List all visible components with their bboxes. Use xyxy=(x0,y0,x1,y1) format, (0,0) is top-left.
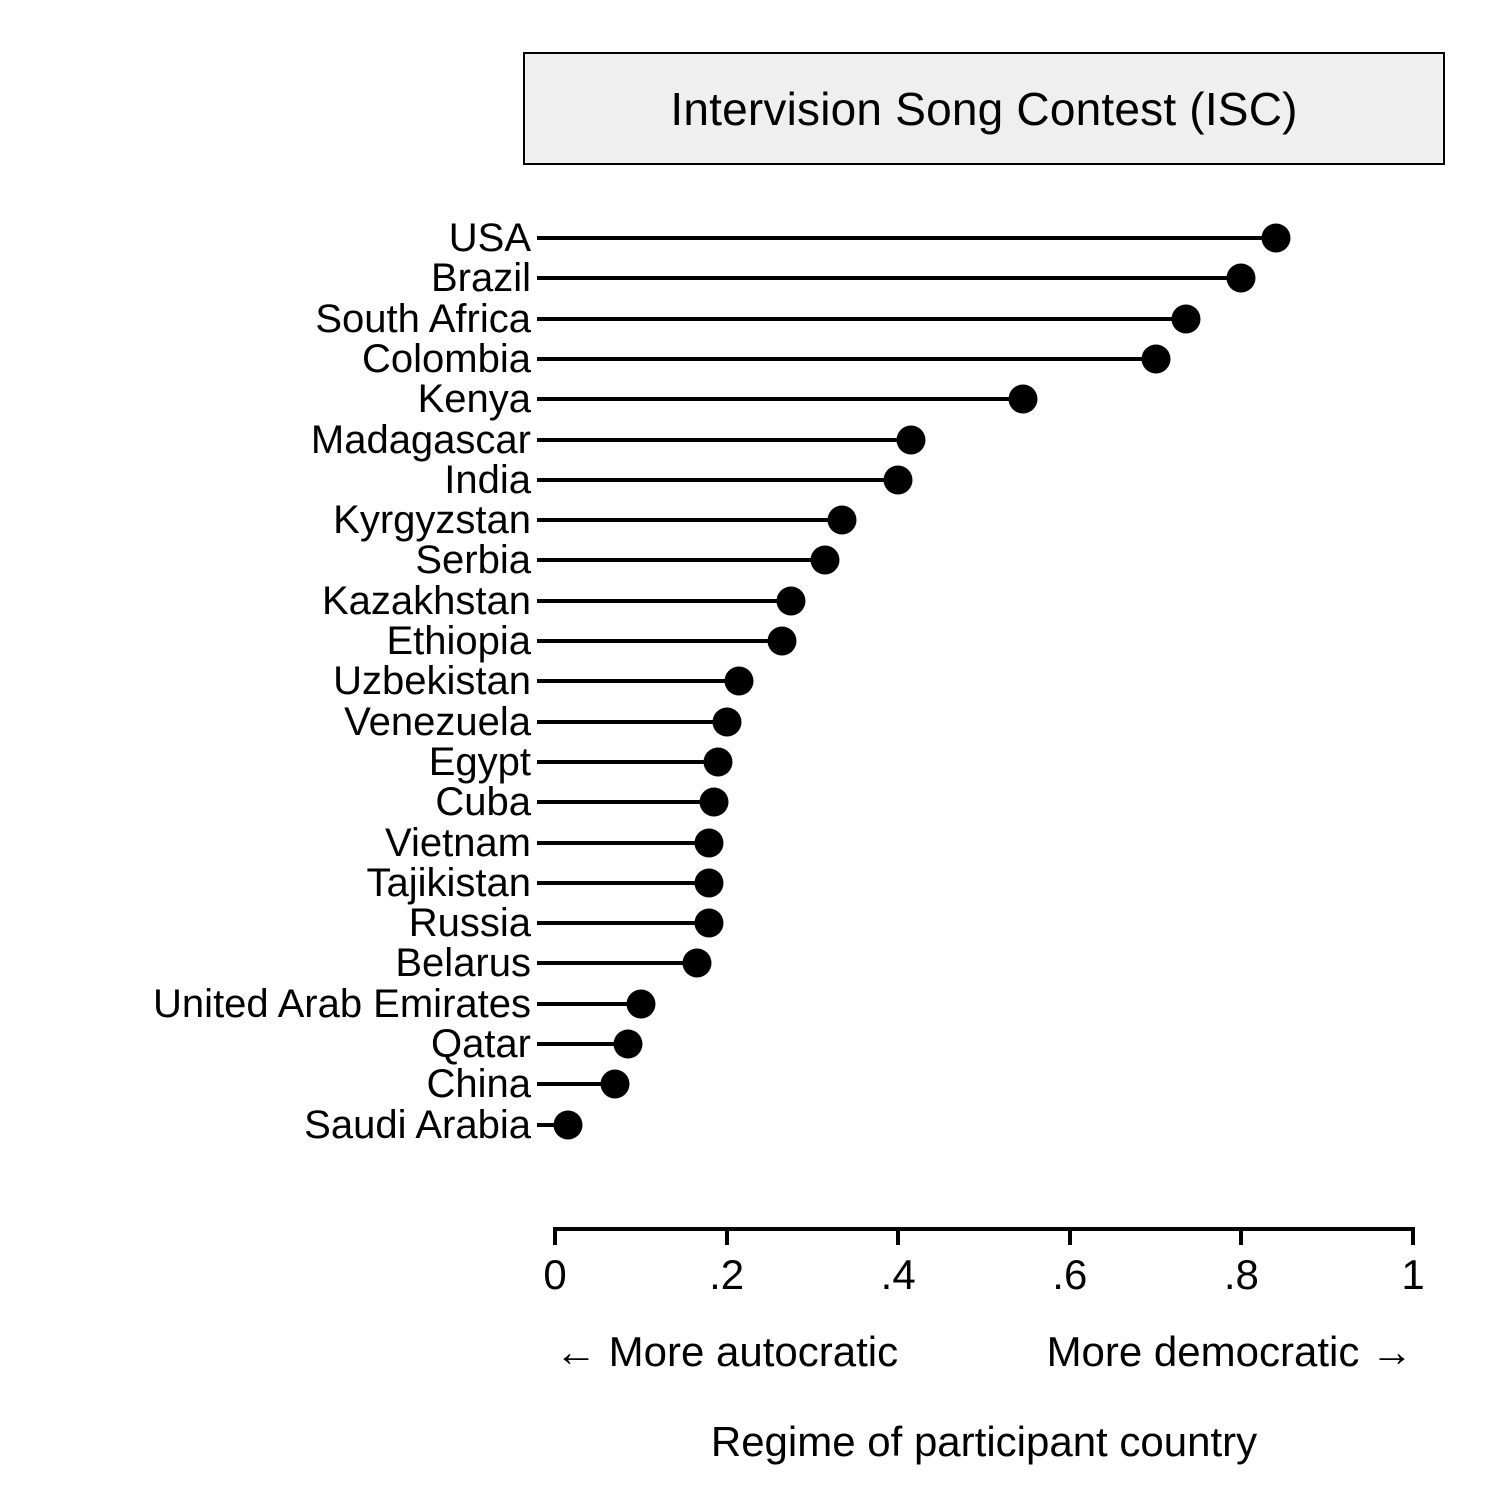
y-axis-tick xyxy=(537,236,555,240)
lollipop-dot xyxy=(601,1070,630,1099)
lollipop-dot xyxy=(897,425,926,454)
y-axis-tick xyxy=(537,317,555,321)
axis-note-left: ← More autocratic xyxy=(555,1328,899,1375)
lollipop-dot xyxy=(811,546,840,575)
x-axis-tick-label: 0 xyxy=(543,1251,567,1298)
lollipop-stem xyxy=(555,357,1156,361)
y-axis-tick-label: USA xyxy=(448,216,531,260)
x-axis-tick xyxy=(725,1227,729,1245)
y-axis-tick xyxy=(537,881,555,885)
y-axis-tick-label: Ethiopia xyxy=(386,619,531,663)
x-axis-tick xyxy=(896,1227,900,1245)
y-axis-tick-label: Serbia xyxy=(415,538,531,583)
y-axis-tick xyxy=(537,679,555,683)
y-axis-tick xyxy=(537,1082,555,1086)
y-axis-tick xyxy=(537,438,555,442)
x-axis-tick-label: .4 xyxy=(880,1251,916,1298)
lollipop-dot xyxy=(682,949,711,978)
lollipop-dot xyxy=(725,667,754,696)
lollipop-stem xyxy=(555,599,791,603)
y-axis-tick-label: Qatar xyxy=(430,1022,531,1066)
y-axis-tick-label: India xyxy=(444,457,531,502)
y-axis-tick xyxy=(537,357,555,361)
y-axis-tick-label: Kenya xyxy=(417,377,531,422)
y-axis-tick-label: Uzbekistan xyxy=(333,659,531,704)
lollipop-stem xyxy=(555,679,739,683)
lollipop-dot xyxy=(699,788,728,817)
lollipop-dot xyxy=(704,747,733,776)
plot-area xyxy=(153,205,1413,1165)
lollipop-stem xyxy=(555,317,1186,321)
y-axis-tick xyxy=(537,599,555,603)
y-axis-tick xyxy=(537,1123,555,1127)
lollipop-dot xyxy=(712,707,741,736)
x-axis-tick-label: .2 xyxy=(709,1251,745,1298)
y-axis-tick xyxy=(537,639,555,643)
y-axis-tick xyxy=(537,760,555,764)
lollipop-dot xyxy=(1008,385,1037,414)
lollipop-stem xyxy=(555,478,898,482)
y-axis-tick-label: China xyxy=(426,1062,531,1107)
lollipop-dot xyxy=(776,586,805,615)
chart-title: Intervision Song Contest (ISC) xyxy=(670,82,1298,135)
y-axis-tick xyxy=(537,397,555,401)
y-axis-tick-label: South Africa xyxy=(315,296,531,341)
lollipop-dot xyxy=(884,465,913,494)
axis-note-right: More democratic → xyxy=(1046,1328,1413,1375)
lollipop-dot xyxy=(626,989,655,1018)
lollipop-dot xyxy=(695,868,724,897)
x-axis-tick xyxy=(1411,1227,1415,1245)
lollipop-stem xyxy=(555,518,842,522)
y-axis-tick-label: United Arab Emirates xyxy=(153,981,531,1026)
x-axis-tick xyxy=(553,1227,557,1245)
lollipop-dot xyxy=(768,627,797,656)
y-axis-tick-label: Belarus xyxy=(395,941,531,986)
x-axis-tick xyxy=(1068,1227,1072,1245)
lollipop-stem xyxy=(555,800,714,804)
y-axis-tick-label: Venezuela xyxy=(344,699,531,744)
lollipop-dot xyxy=(553,1110,582,1139)
lollipop-dot xyxy=(828,506,857,535)
lollipop-stem xyxy=(555,236,1276,240)
lollipop-stem xyxy=(555,921,709,925)
lollipop-stem xyxy=(555,760,718,764)
y-axis-tick-label: Tajikistan xyxy=(366,860,531,905)
x-axis-tick-label: .8 xyxy=(1223,1251,1259,1298)
y-axis-tick xyxy=(537,518,555,522)
x-axis-tick xyxy=(1239,1227,1243,1245)
lollipop-stem xyxy=(555,558,825,562)
lollipop-dot xyxy=(613,1030,642,1059)
y-axis-tick-label: Cuba xyxy=(435,780,531,825)
y-axis-tick xyxy=(537,720,555,724)
lollipop-dot xyxy=(1171,304,1200,333)
lollipop-stem xyxy=(555,438,911,442)
y-axis-tick xyxy=(537,1002,555,1006)
lollipop-stem xyxy=(555,276,1241,280)
lollipop-stem xyxy=(555,720,727,724)
lollipop-stem xyxy=(555,397,1023,401)
x-axis-tick-label: .6 xyxy=(1052,1251,1088,1298)
lollipop-dot xyxy=(1261,224,1290,253)
lollipop-stem xyxy=(555,841,709,845)
y-axis-tick-label: Kazakhstan xyxy=(321,578,531,623)
y-axis-tick xyxy=(537,558,555,562)
y-axis-tick-label: Colombia xyxy=(362,336,531,381)
y-axis-tick xyxy=(537,921,555,925)
y-axis-tick-label: Brazil xyxy=(430,256,531,301)
y-axis-tick-label: Russia xyxy=(408,901,531,946)
y-axis-tick xyxy=(537,961,555,965)
y-axis-tick-label: Egypt xyxy=(428,739,531,784)
y-axis-tick-label: Kyrgyzstan xyxy=(333,498,531,543)
lollipop-dot xyxy=(1227,264,1256,293)
lollipop-dot xyxy=(1141,344,1170,373)
lollipop-stem xyxy=(555,961,697,965)
y-axis-tick-label: Saudi Arabia xyxy=(304,1102,531,1147)
x-axis-tick-label: 1 xyxy=(1401,1251,1425,1298)
y-axis-tick xyxy=(537,1042,555,1046)
y-axis-tick-label: Vietnam xyxy=(384,820,531,865)
x-axis xyxy=(543,1227,1425,1298)
lollipop-stem xyxy=(555,639,782,643)
y-axis-tick xyxy=(537,800,555,804)
x-axis-title: Regime of participant country xyxy=(710,1418,1258,1465)
y-axis-tick xyxy=(537,276,555,280)
lollipop-dot xyxy=(695,909,724,938)
lollipop-stem xyxy=(555,881,709,885)
lollipop-dot xyxy=(695,828,724,857)
chart-title-box xyxy=(523,52,1445,165)
y-axis-tick-label: Madagascar xyxy=(310,417,531,462)
y-axis-tick xyxy=(537,478,555,482)
y-axis-tick xyxy=(537,841,555,845)
